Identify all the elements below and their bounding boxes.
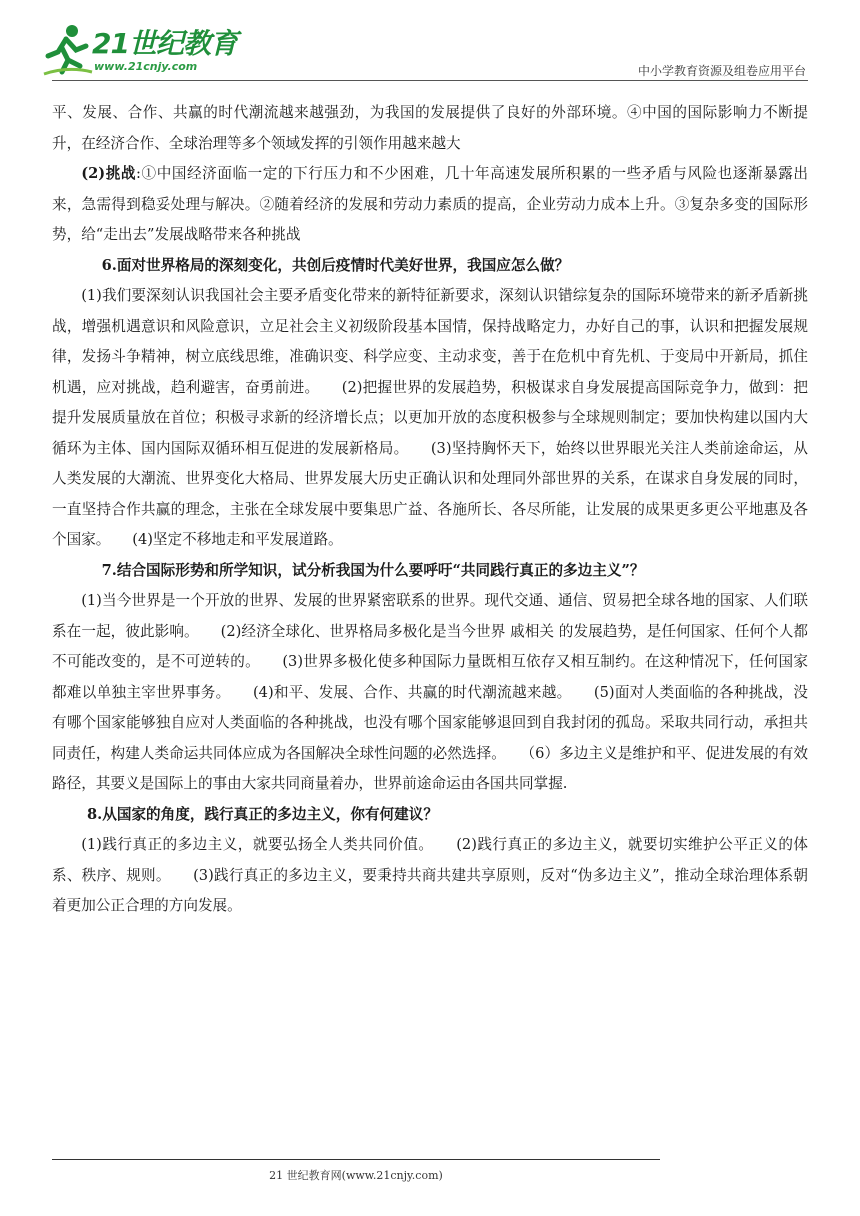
page-header [0,0,860,90]
challenge-label: (2)挑战 [81,165,137,182]
answer-7: (1)当今世界是一个开放的世界、发展的世界紧密联系的世界。现代交通、通信、贸易把全球各地的国家、人们联系在一起，彼此影响。 (2)经济全球化、世界格局多极化是当今世界 戚相关 的发展趋势，是任何国家、任何个人都不可能改变的，是不可逆转的。 (3)世界多极化使多种国际力量既相互依存又相互制约。在这种情况下，任何国家都难以单独主宰世界事务。 (4)和平、发展、合作、共赢的时代潮流越来越。 (5)面对人类面临的各种挑战，没有哪个国家能够独自应对人类面临的各种挑战，也没有哪个国家能够退回到自我封闭的孤岛。采取共同行动，承担共同责任，构建人类命运共同体应成为各国解决全球性问题的必然选择。 （6）多边主义是维护和平、促进发展的有效路径，其要义是国际上的事由大家共同商量着办，世界前途命运由各国共同掌握. [52,592,808,792]
paragraph-opportunity-end: 平、发展、合作、共赢的时代潮流越来越强劲，为我国的发展提供了良好的外部环境。④中国的国际影响力不断提升，在经济合作、全球治理等多个领域发挥的引领作用越来越大 [52,104,808,152]
platform-tagline: 中小学教育资源及组卷应用平台 [637,64,806,78]
question-6: 6.面对世界格局的深刻变化，共创后疫情时代美好世界，我国应怎么做？ [101,256,570,274]
page-footer[interactable]: 21 世纪教育网(www.21cnjy.com) [269,1169,443,1182]
header-divider [52,80,808,81]
answer-8: (1)践行真正的多边主义，就要弘扬全人类共同价值。 (2)践行真正的多边主义，就要切实维护公平正义的体系、秩序、规则。 (3)践行真正的多边主义，要秉持共商共建共享原则，反对“伪多边主义”，推动全球治理体系朝着更加公正合理的方向发展。 [52,836,808,914]
site-logo[interactable] [42,22,237,82]
document-body [52,98,808,922]
logo-text: 21世纪教育 [92,27,237,60]
answer-6: (1)我们要深刻认识我国社会主要矛盾变化带来的新特征新要求，深刻认识错综复杂的国际环境带来的新矛盾新挑战，增强机遇意识和风险意识，立足社会主义初级阶段基本国情，保持战略定力，办好自己的事，认识和把握发展规律，发扬斗争精神，树立底线思维，准确识变、科学应变、主动求变，善于在危机中育先机、于变局中开新局，抓住机遇，应对挑战，趋利避害，奋勇前进。 (2)把握世界的发展趋势，积极谋求自身发展提高国际竞争力，做到：把提升发展质量放在首位；积极寻求新的经济增长点；以更加开放的态度积极参与全球规则制定；要加快构建以国内大循环为主体、国内国际双循环相互促进的发展新格局。 (3)坚持胸怀天下，始终以世界眼光关注人类前途命运，从人类发展的大潮流、世界变化大格局、世界发展大历史正确认识和处理同外部世界的关系，在谋求自身发展的同时，一直坚持合作共赢的理念，主张在全球发展中要集思广益、各施所长、各尽所能，让发展的成果更多更公平地惠及各个国家。 (4)坚定不移地走和平发展道路。 [52,287,808,548]
runner-logo-icon [42,22,94,78]
question-7: 7.结合国际形势和所学知识，试分析我国为什么要呼吁“共同践行真正的多边主义”？ [101,561,645,579]
logo-url: www.21cnjy.com [94,60,198,73]
question-8: 8.从国家的角度，践行真正的多边主义，你有何建议？ [87,805,438,823]
paragraph-challenge [52,159,808,251]
footer-divider [52,1159,660,1160]
challenge-body: :①中国经济面临一定的下行压力和不少困难，几十年高速发展所积累的一些矛盾与风险也逐渐暴露出来，急需得到稳妥处理与解决。②随着经济的发展和劳动力素质的提高，企业劳动力成本上升。③复杂多变的国际形势，给“走出去”发展战略带来各种挑战 [52,165,809,243]
